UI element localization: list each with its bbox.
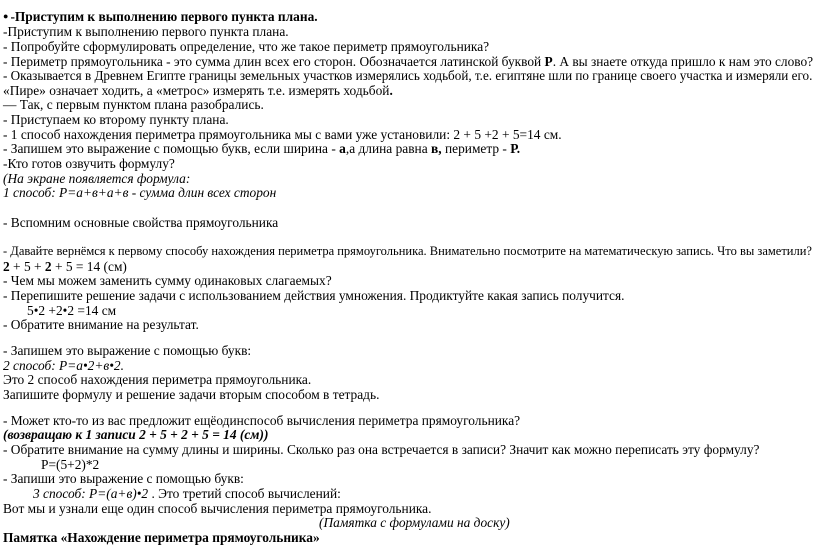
bold-number: 2 [3,258,10,274]
heading-text: -Приступим к выполнению первого пункта плана. [10,8,318,24]
text-line: - Попробуйте сформулировать определение, что же такое периметр прямоугольника? [3,38,490,54]
bold-symbol: . [389,82,393,98]
text-span: + 5 = 14 (см) [51,258,127,274]
text-line: — Так, с первым пунктом плана разобрались. [3,97,264,113]
bold-symbol: в, [431,141,442,157]
text-line: - Чем мы можем заменить сумму одинаковых слагаемых? [3,273,332,289]
formula-span: 3 способ: Р=(а+в)•2 [33,486,149,502]
text-line: Это 2 способ нахождения периметра прямоугольника. [3,372,312,388]
bold-symbol: Р. [510,141,521,157]
text-line: - Запишем это выражение с помощью букв: [3,343,252,359]
text-span: + 5 + [9,258,45,274]
text-span: периметр - [441,141,511,157]
text-line: - Приступаем ко второму пункту плана. [3,112,229,128]
text-line: Запишите формулу и решение задачи вторым способом в тетрадь. [3,386,380,402]
text-line: - Перепишите решение задачи с использованием действия умножения. Продиктуйте какая запись получится. [3,287,625,303]
text-line: - Вспомним основные свойства прямоугольника [3,214,279,230]
text-span: «Пире» означает ходить, а «метрос» измерять т.е. измерять ходьбой [3,82,390,98]
text-line: -Приступим к выполнению первого пункта плана. [3,24,289,40]
text-line: - Обратите внимание на сумму длины и ширины. Сколько раз она встречается в записи? Значит как можно переписать эту формулу? [3,442,760,458]
text-line: Вот мы и узнали еще один способ вычисления периметра прямоугольника. [3,500,432,516]
text-line: - Обратите внимание на результат. [3,317,199,333]
text-line: - Может кто-то из вас предложит ещёодинспособ вычисления периметра прямоугольника? [3,412,521,428]
bold-symbol: Р [544,53,553,69]
bold-symbol: а [339,141,346,157]
expression-line: 5•2 +2•2 =14 см [27,302,117,318]
text-span: ,а длина равна [345,141,432,157]
text-line: -Кто готов озвучить формулу? [3,156,175,172]
section-heading: Памятка «Нахождение периметра прямоугольника» [3,530,320,545]
text-span: . Это третий способ вычислений: [148,486,341,502]
text-line: - Давайте вернёмся к первому способу нахождения периметра прямоугольника. Внимательно посмотрите на математическую запись. Что вы заметили? [3,243,812,258]
expression-line: Р=(5+2)*2 [41,456,100,472]
bold-number: 2 [44,258,52,274]
text-line: - Оказывается в Древнем Египте границы земельных участков измерялись ходьбой, т.е. египтяне шли по границе своего участка и измеряли его. [3,68,813,84]
italic-line: (Памятка с формулами на доску) [319,515,510,531]
italic-line: (возвращаю к 1 записи 2 + 5 + 2 + 5 = 14 (см)) [3,427,269,443]
text-span: - Периметр прямоугольника - это сумма длин всех его сторон. Обозначается латинской буквой [3,53,545,69]
text-span: - Запишем это выражение с помощью букв, если ширина - [3,141,340,157]
italic-line: (На экране появляется формула: [3,170,191,186]
formula-line: 1 способ: Р=а+в+а+в - сумма длин всех сторон [3,185,277,201]
formula-line: 2 способ: Р=а•2+в•2. [3,357,124,373]
text-span: . А вы знаете откуда пришло к нам это слово? [552,53,814,69]
text-line: - Запиши это выражение с помощью букв: [3,471,244,487]
text-line: - 1 способ нахождения периметра прямоугольника мы с вами уже установили: 2 + 5 +2 + 5=14 см. [3,126,562,142]
